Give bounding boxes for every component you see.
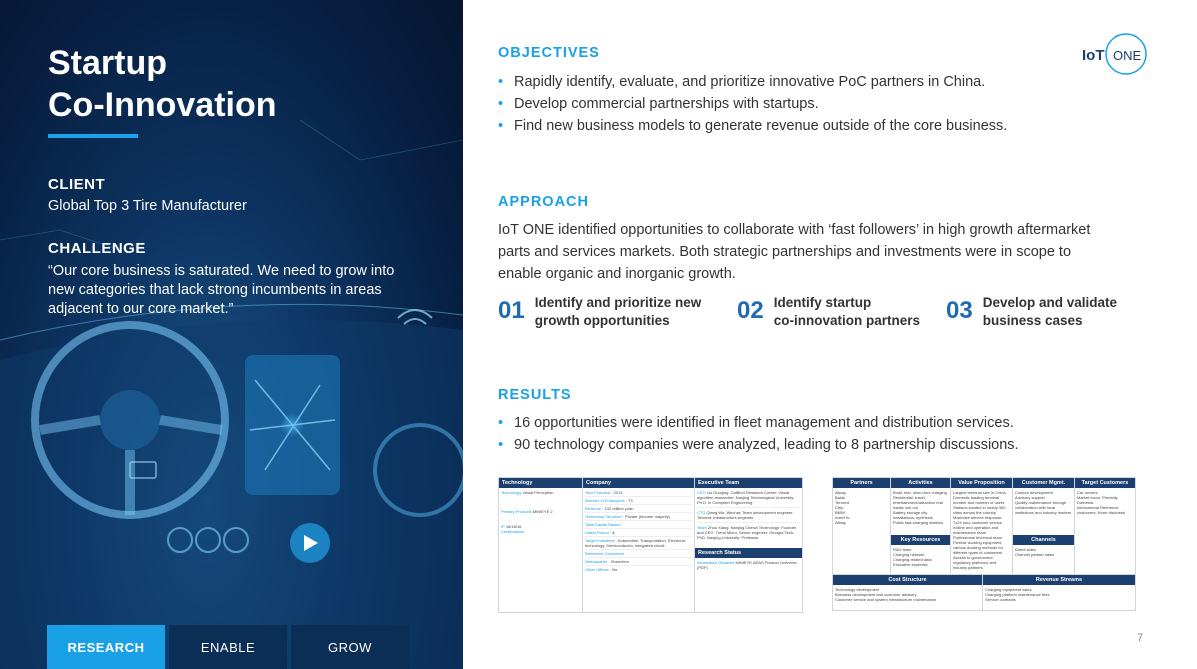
list [1013, 488, 1074, 535]
technology-column [499, 478, 583, 612]
column-header: Revenue Streams [983, 575, 1135, 585]
column-header: Technology [499, 478, 582, 488]
client-value: Global Top 3 Tire Manufacturer [48, 198, 247, 214]
list [983, 585, 1135, 604]
list-item: Public fast-charging stations [893, 520, 944, 525]
row-key: CEO [697, 490, 706, 495]
row-value: 73 [628, 498, 633, 503]
row-key: Target Industries [585, 538, 615, 543]
list [951, 488, 1012, 574]
list-item: • 16 opportunities were identified in fleet management and distribution services. [498, 412, 1019, 434]
row-value: Private (founder majority) [625, 514, 670, 519]
row-key: Primary Products [501, 509, 532, 514]
list [833, 488, 890, 527]
row-detail: CalBhot Research Center: Visual algorithm researcher. Nanjing Technological University: Ph.D. in Computer Engineering [697, 490, 795, 505]
table-row: Other Offices · No [585, 567, 618, 572]
list-item: Insert fo [835, 515, 850, 520]
svg-text:ONE: ONE [1113, 48, 1142, 63]
executive-column [695, 478, 802, 612]
list [1075, 488, 1135, 517]
list-item: Ctrip [835, 505, 844, 510]
step-number: 03 [946, 297, 973, 324]
title-line-2: Co-Innovation [48, 86, 277, 124]
list-item: Business development and customer advisory [835, 592, 917, 597]
page-number: 7 [1137, 632, 1144, 644]
list [1013, 545, 1074, 559]
list-item: Professional technical team [953, 535, 1002, 540]
list [833, 585, 982, 604]
table-row [501, 529, 580, 534]
tab-enable[interactable]: ENABLE [169, 625, 287, 669]
results-heading: RESULTS [498, 387, 572, 403]
table-row: Number of Employees · 73 [585, 497, 692, 505]
step-3 [946, 294, 1117, 330]
column-header: Customer Mgmt. [1013, 478, 1074, 488]
row-value: Shenzhen [610, 559, 629, 564]
list-item: Maximize service response: 7x24 hour customer service hotline and operation and maintenance team [953, 515, 1003, 535]
list-item: Quality maintenance through collaboration with local institutions and industry leaders [1015, 500, 1072, 515]
row-key: Information Obtained [697, 560, 735, 565]
page-title [48, 42, 428, 126]
row-value: 132 million yuan [604, 506, 634, 511]
list-item: Build, test, micro-bus charging [893, 490, 947, 495]
step-1 [498, 294, 701, 330]
tech-rows [499, 488, 582, 536]
list-item: Stations located in nearly 300 cities across the country [953, 505, 1006, 515]
row-key: Certifications [501, 529, 525, 534]
row-key: Total Capital Raised [585, 522, 621, 527]
list-item: Charging platform maintenance fees [985, 592, 1050, 597]
step-line: Develop and validate [982, 295, 1117, 310]
list-item: Flexible docking equipment various docking methods for different types of customers [953, 540, 1004, 555]
step-number: 02 [737, 297, 764, 324]
list-item: • Rapidly identify, evaluate, and prioritize innovative PoC partners in China. [498, 71, 1007, 93]
row-key: Year Founded [585, 490, 610, 495]
row-key: Revenue [585, 506, 602, 511]
row-key: Ownership Structure [585, 514, 622, 519]
list-item: Car owners [1077, 490, 1098, 495]
column-header: Value Proposition [951, 478, 1012, 488]
list-item: R&D team [893, 547, 912, 552]
list-item: Direct sales [1015, 547, 1036, 552]
activities-column [891, 478, 951, 574]
row-value: No [612, 567, 618, 572]
list-item: Service contracts [985, 597, 1016, 602]
tab-research[interactable]: RESEARCH [47, 625, 165, 669]
table-row: Team Zhou Xiang: Nanjing Chenzi Technology: Founder and CEO. Trend Micro: Senior engineer. Georgia Tech: PhD. Nanjing University: Professor [697, 525, 797, 540]
column-header: Channels [1013, 535, 1074, 545]
list-item: Alipay [835, 490, 846, 495]
list [891, 488, 950, 535]
list-item: Advisory support [1015, 495, 1045, 500]
row-key: Technology [501, 490, 522, 495]
list-item: Alibay [835, 520, 846, 525]
row-value: 18/18/16 [505, 524, 522, 529]
research-status-header: Research Status [695, 548, 802, 558]
list-item: Battery storage city installations, synthesis [893, 510, 933, 520]
tab-grow[interactable]: GROW [291, 625, 409, 669]
list-item: Baidu [835, 495, 846, 500]
row-key: Latest Round [585, 530, 609, 535]
list-item: Channel partner sales [1015, 552, 1055, 557]
row-value: Liu Guoqing [706, 490, 729, 495]
list-item: Tencent [835, 500, 850, 505]
row-key: Headquarter [585, 559, 608, 564]
row-value: MINIEYE ADAS Product Overview (PDF) [697, 560, 797, 570]
list-item: • Develop commercial partnerships with startups. [498, 93, 1007, 115]
table-row [585, 550, 692, 558]
list-item: Charging-related data [893, 557, 932, 562]
challenge-text: “Our core business is saturated. We need to grow into new categories that lack strong incumbents in areas adjacent to our core market.” [48, 263, 395, 317]
list-item: Largest terminal size in China [953, 490, 1006, 495]
row-value: Zhou Xiang [707, 525, 729, 530]
business-model-canvas-thumbnail [832, 477, 1136, 613]
list-item: Customer service and system infrastructure maintenance [835, 597, 937, 602]
approach-text: IoT ONE identified opportunities to collaborate with ‘fast followers’ in high growth aftermarket parts and services markets. Both strategic partnerships and investments were in scope to enable organic and inorganic growth. [498, 222, 1091, 282]
row-value: Qiang Wu [706, 510, 725, 515]
step-line: co-innovation partners [773, 313, 920, 328]
step-number: 01 [498, 297, 525, 324]
list-item: • 90 technology companies were analyzed, leading to 8 partnership discussions. [498, 434, 1019, 456]
list-item: Residential, travel, entertainment/attraction real estate sell-out [893, 495, 943, 510]
list-item: • Find new business models to generate revenue outside of the core business. [498, 115, 1007, 137]
row-detail: Wechat: Team development engineer. Tencent: Infrastructure engineer [697, 510, 794, 520]
row-value: A [612, 530, 615, 535]
column-header: Key Resources [891, 535, 950, 545]
list-item: Executive expertise [893, 562, 928, 567]
column-header: Cost Structure [833, 575, 982, 585]
list-item: International Reference customers: None disclosed [1077, 505, 1126, 515]
company-rows [583, 488, 694, 574]
objectives-heading: OBJECTIVES [498, 45, 600, 61]
value-column [951, 478, 1013, 574]
list-item: Charging network [893, 552, 925, 557]
title-line-1: Startup [48, 44, 167, 82]
column-header: Target Customers [1075, 478, 1135, 488]
company-profile-thumbnail [498, 477, 803, 613]
table-row: Revenue · 132 million yuan [585, 505, 692, 513]
table-row [501, 490, 580, 495]
table-row: CTO Qiang Wu: Wechat: Team development engineer. Tencent: Infrastructure engineer [697, 508, 800, 523]
list-item: BMW [835, 510, 845, 515]
client-label: CLIENT [48, 176, 106, 193]
step-2 [737, 294, 920, 330]
table-row: Latest Round · A [585, 529, 692, 537]
step-line: business cases [982, 313, 1083, 328]
list [891, 545, 950, 569]
table-row [695, 558, 802, 572]
title-underline [48, 134, 138, 138]
challenge-label: CHALLENGE [48, 240, 146, 257]
right-panel [463, 0, 1197, 669]
exec-rows [695, 488, 802, 542]
cost-structure [833, 575, 983, 610]
row-value: 2013 [613, 490, 623, 495]
row-key: Other Offices [585, 567, 609, 572]
step-line: Identify and prioritize new [534, 295, 702, 310]
results-list [498, 412, 1019, 456]
list-item: Custom development [1015, 490, 1053, 495]
target-column [1075, 478, 1135, 574]
table-row: Ownership Structure · Private (founder majority) [585, 513, 692, 521]
company-column [583, 478, 695, 612]
table-row: Headquarter · Shenzhen [585, 558, 692, 566]
row-detail: Nanjing Chenzi Technology: Founder and CEO. Trend Micro: Senior engineer. Georgia Tech: PhD. Nanjing University: Professor [697, 525, 797, 540]
row-value: Automotive, Transportation, Electronic technology, Semiconductor, Integrated circuit [585, 538, 686, 548]
list-item: Access to government regulatory platforms and industry partners [953, 555, 997, 570]
table-row: CEO Liu Guoqing: CalBhot Research Center: Visual algorithm researcher. Nanjing Technological University: Ph.D. in Computer Engineering [697, 490, 800, 508]
column-header: Company [583, 478, 694, 488]
revenue-streams [983, 575, 1135, 610]
objectives-list [498, 71, 1007, 137]
column-header: Partners [833, 478, 890, 488]
partners-column [833, 478, 891, 574]
section-tabs [47, 625, 413, 669]
table-row: Year Founded · 2013 [585, 489, 692, 497]
row-key: Reference Customers [585, 551, 624, 556]
table-row [501, 509, 580, 514]
row-key: Number of Employees [585, 498, 625, 503]
table-row: Target Industries · Automotive, Transportation, Electronic technology, Semiconductor, Integrated circuit [585, 537, 692, 550]
svg-text:IoT: IoT [1082, 47, 1105, 64]
column-header: Activities [891, 478, 950, 488]
step-line: growth opportunities [534, 313, 670, 328]
table-row [585, 521, 692, 529]
left-panel [0, 0, 463, 669]
customer-column [1013, 478, 1075, 574]
row-key: Team [697, 525, 707, 530]
column-header: Executive Team [695, 478, 802, 488]
list-item: Market focus: Primarily Domestic [1077, 495, 1118, 505]
list-item: Domestic leading terminal number and number of users [953, 495, 1005, 505]
step-line: Identify startup [773, 295, 872, 310]
list-item: Technology development [835, 587, 880, 592]
approach-heading: APPROACH [498, 194, 589, 210]
row-key: IP [501, 524, 505, 529]
row-key: CTO [697, 510, 706, 515]
row-value: MINIEYE 2 [532, 509, 553, 514]
row-value: Visual Perception [522, 490, 554, 495]
list-item: Charging equipment sales [985, 587, 1032, 592]
iot-one-logo [1080, 32, 1150, 78]
